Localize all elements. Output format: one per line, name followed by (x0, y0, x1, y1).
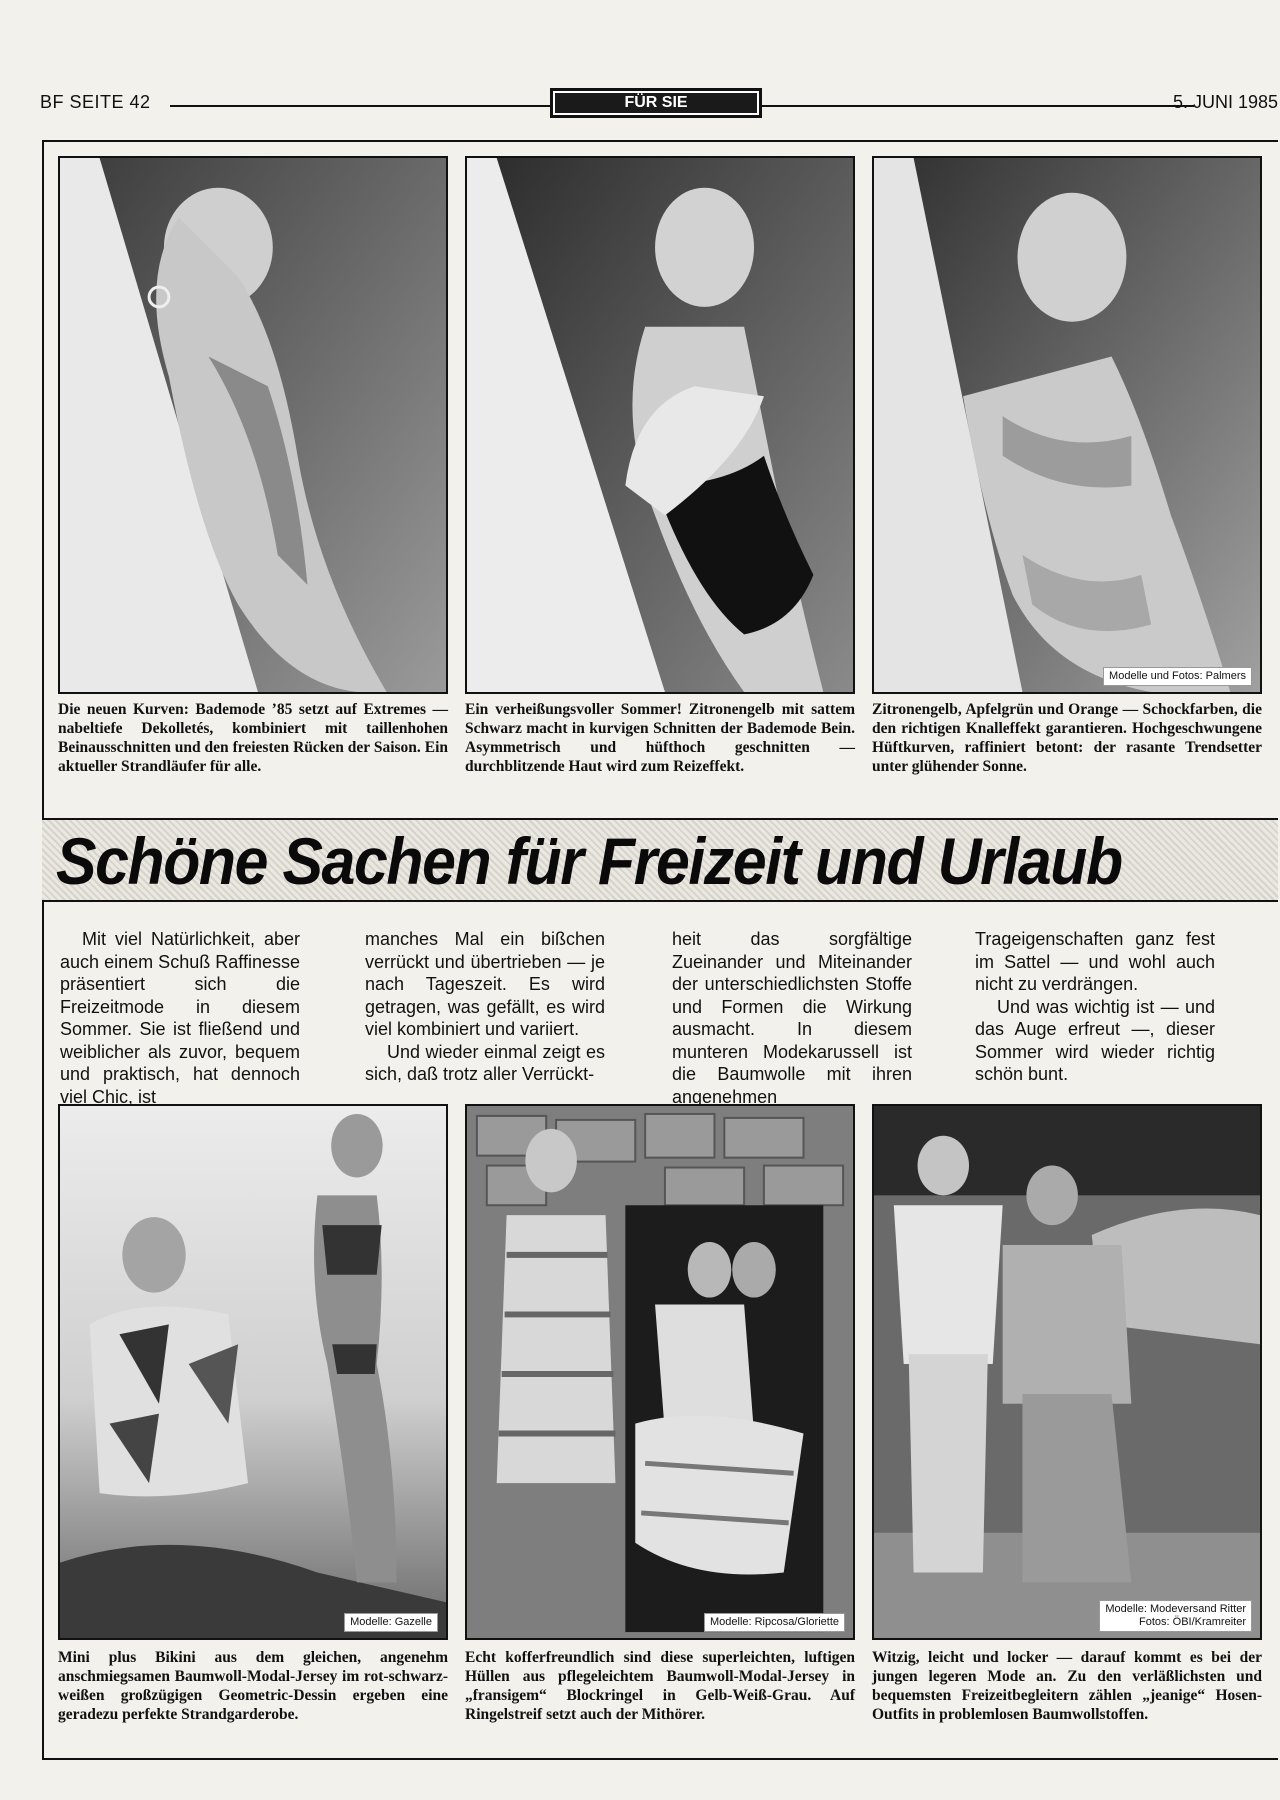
photo-swimsuit-2 (465, 156, 855, 694)
header-rule-right (762, 105, 1194, 107)
harbor-outfits-photo-image (874, 1106, 1260, 1638)
photo-credit-ritter (1099, 1600, 1252, 1632)
article-column-2 (365, 928, 605, 1086)
couple-wall-photo-image (467, 1106, 853, 1638)
article-paragraph: Trageigenschaften ganz fest im Sattel — und wohl auch nicht zu verdrängen. (975, 929, 1215, 994)
caption-harbor-outfits: Witzig, leicht und locker — darauf kommt es bei der jungen legeren Mode an. Zu den verläßlichsten und bequemsten Freizeitbegleitern zählen „jeanige“ Hosen-Outfits in problemlosen Baumwollstoffen. (872, 1649, 1262, 1723)
headline-band (42, 818, 1278, 902)
photo-harbor-outfits (872, 1104, 1262, 1640)
caption-beachwear: Mini plus Bikini aus dem gleichen, angenehm anschmiegsamen Baumwoll-Modal-Jersey im rot-schwarz-weißen großzügigen Geometric-Dessin ergeben eine geradezu perfekte Strandgarderobe. (58, 1649, 448, 1723)
photo-swimsuit-3 (872, 156, 1262, 694)
credit-photos: Fotos: ÖBI/Kramreiter (1139, 1616, 1246, 1628)
article-column-1 (60, 928, 300, 1108)
caption-swimsuit-2: Ein verheißungsvoller Sommer! Zitronengelb mit sattem Schwarz macht in kurvigen Schnitten der Bademode Bein. Asymmetrisch und hüfthoch geschnitten — durchblitzende Haut wird zum Reizeffekt. (465, 701, 855, 775)
swimsuit-photo-3-image (874, 158, 1260, 692)
beachwear-photo-image (60, 1106, 446, 1638)
swimsuit-photo-1-image (60, 158, 446, 692)
article-column-3 (672, 928, 912, 1108)
photo-swimsuit-1 (58, 156, 448, 694)
swimsuit-photo-2-image (467, 158, 853, 692)
section-label: FÜR SIE (555, 93, 757, 113)
page-number: BF SEITE 42 (40, 92, 151, 112)
header-rule-left (170, 105, 550, 107)
article-paragraph: manches Mal ein bißchen verrückt und übertrieben — je nach Tageszeit. Es wird getragen, was gefällt, es wird viel kombiniert und variiert. (365, 929, 605, 1039)
article-paragraph: Und wieder einmal zeigt es sich, daß trotz aller Verrückt- (365, 1041, 605, 1084)
caption-swimsuit-1: Die neuen Kurven: Bademode ’85 setzt auf Extremes — nabeltiefe Dekolletés, kombiniert mit taillenhohen Beinausschnitten und den freiesten Rücken der Saison. Ein aktueller Strandläufer für alle. (58, 701, 448, 775)
article-paragraph: Und was wichtig ist — und das Auge erfreut —, dieser Sommer wird wieder richtig schön bunt. (975, 996, 1215, 1084)
caption-couple-wall: Echt kofferfreundlich sind diese superleichten, luftigen Hüllen aus pflegeleichtem Baumwoll-Modal-Jersey in „fransigem“ Blockringel in Gelb-Weiß-Grau. Auf Ringelstreif setzt auch der Mithörer. (465, 1649, 855, 1723)
photo-couple-wall (465, 1104, 855, 1640)
article-headline: Schöne Sachen für Freizeit und Urlaub (56, 824, 1122, 898)
article-paragraph: heit das sorgfältige Zueinander und Miteinander der unterschiedlichsten Stoffe und Formen die Wirkung ausmacht. In diesem munteren Modekarussell ist die Baumwolle mit ihren angenehmen (672, 929, 912, 1107)
credit-models: Modelle: Modeversand Ritter (1105, 1603, 1246, 1615)
article-column-4 (975, 928, 1215, 1086)
issue-date: 5. JUNI 1985 (1172, 92, 1278, 112)
page-header (40, 88, 1280, 118)
photo-credit-palmers: Modelle und Fotos: Palmers (1103, 667, 1252, 686)
photo-beachwear (58, 1104, 448, 1640)
photo-credit-ripcosa: Modelle: Ripcosa/Gloriette (704, 1613, 845, 1632)
caption-swimsuit-3: Zitronengelb, Apfelgrün und Orange — Schockfarben, die den richtigen Knalleffekt garantieren. Hochgeschwungene Hüftkurven, raffiniert betont: der rasante Trendsetter unter glühender Sonne. (872, 701, 1262, 775)
article-paragraph: Mit viel Natürlichkeit, aber auch einem Schuß Raffinesse präsentiert sich die Freizeitmode in diesem Sommer. Sie ist fließend und weiblicher als zuvor, bequem und praktisch, hat dennoch viel Chic, ist (60, 929, 300, 1107)
photo-credit-gazelle: Modelle: Gazelle (344, 1613, 438, 1632)
section-label-box (550, 88, 762, 118)
